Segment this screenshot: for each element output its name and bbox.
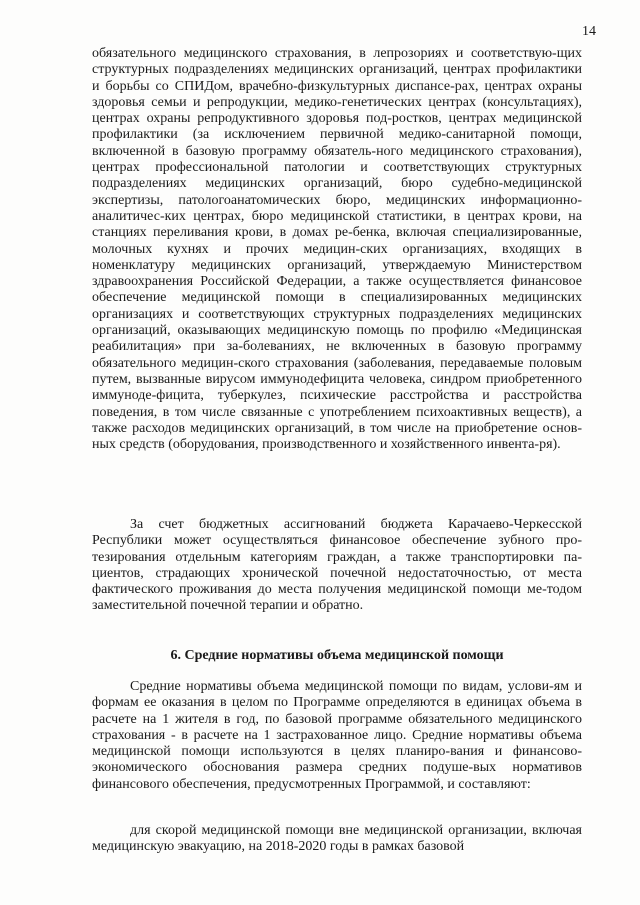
- ambulance-paragraph: [92, 823, 582, 856]
- paragraph-text: для скорой медицинской помощи вне медицинской организации, включая медицинскую эвакуацию, на 2018-2020 годы в рамках базовой: [92, 823, 582, 855]
- paragraph-text: обязательного медицинского страхования, в лепрозориях и соответствую-щих структурных подразделениях медицинских организаций, центрах профилактики и борьбы со СПИДом, врачебно-физкультурных диспансе-рах, центрах охраны здоровья семьи и репродукции, медико-генетических центрах (консультациях), центрах охраны репродуктивного здоровья под-ростков, центрах медицинской профилактики (за исключением первичной медико-санитарной помощи, включенной в базовую программу обязатель-ного медицинского страхования), центрах профессиональной патологии и соответствующих структурных подразделениях медицинских организаций, бюро судебно-медицинской экспертизы, патологоанатомических бюро, медицинских информационно-аналитичес-ких центрах, бюро медицинской статистики, в центрах крови, на станциях переливания крови, в домах ре-бенка, включая специализированные, молочных кухнях и прочих медицин-ских организациях, входящих в номенклатуру медицинских организаций, утверждаемую Министерством здравоохранения Российской Федерации, а также осуществляется финансовое обеспечение медицинской помощи в специализированных медицинских организациях и соответствующих структурных подразделениях медицинских организаций, оказывающих медицинскую помощь по профилю «Медицинская реабилитация» при за-болеваниях, не включенных в базовую программу обязательного медицин-ского страхования (заболевания, передаваемые половым путем, вызванные вирусом иммунодефицита человека, синдром приобретенного иммуноде-фицита, туберкулез, психические расстройства и расстройства поведения, в том числе связанные с употреблением психоактивных веществ), а также расходов медицинских организаций, в том числе на приобретение основ-ных средств (оборудования, производственного и хозяйственного инвента-ря).: [92, 46, 582, 453]
- section-heading: 6. Средние нормативы объема медицинской помощи: [170, 648, 504, 663]
- paragraph-text: Средние нормативы объема медицинской помощи по видам, услови-ям и формам ее оказания в целом по Программе определяются в единицах объема в расчете на 1 жителя в год, по базовой программе обязательного медицинского страхования - в расчете на 1 застрахованное лицо. Средние нормативы объема медицинской помощи используются в целях планиро-вания и финансово-экономического обоснования размера средних подушe-вых нормативов финансового обеспечения, предусмотренных Программой, и составляют:: [92, 679, 582, 792]
- funding-paragraph: [92, 517, 582, 615]
- continuation-paragraph: [92, 46, 582, 453]
- page-number: 14: [582, 24, 596, 39]
- paragraph-text: За счет бюджетных ассигнований бюджета Карачаево-Черкесской Республики может осуществляться финансовое обеспечение зубного про-тезирования отдельным категориям граждан, а также транспортировки па-циентов, страдающих хронической почечной недостаточностью, от места фактического проживания до места получения медицинской помощи ме-тодом заместительной почечной терапии и обратно.: [92, 517, 582, 614]
- norms-paragraph: [92, 679, 582, 793]
